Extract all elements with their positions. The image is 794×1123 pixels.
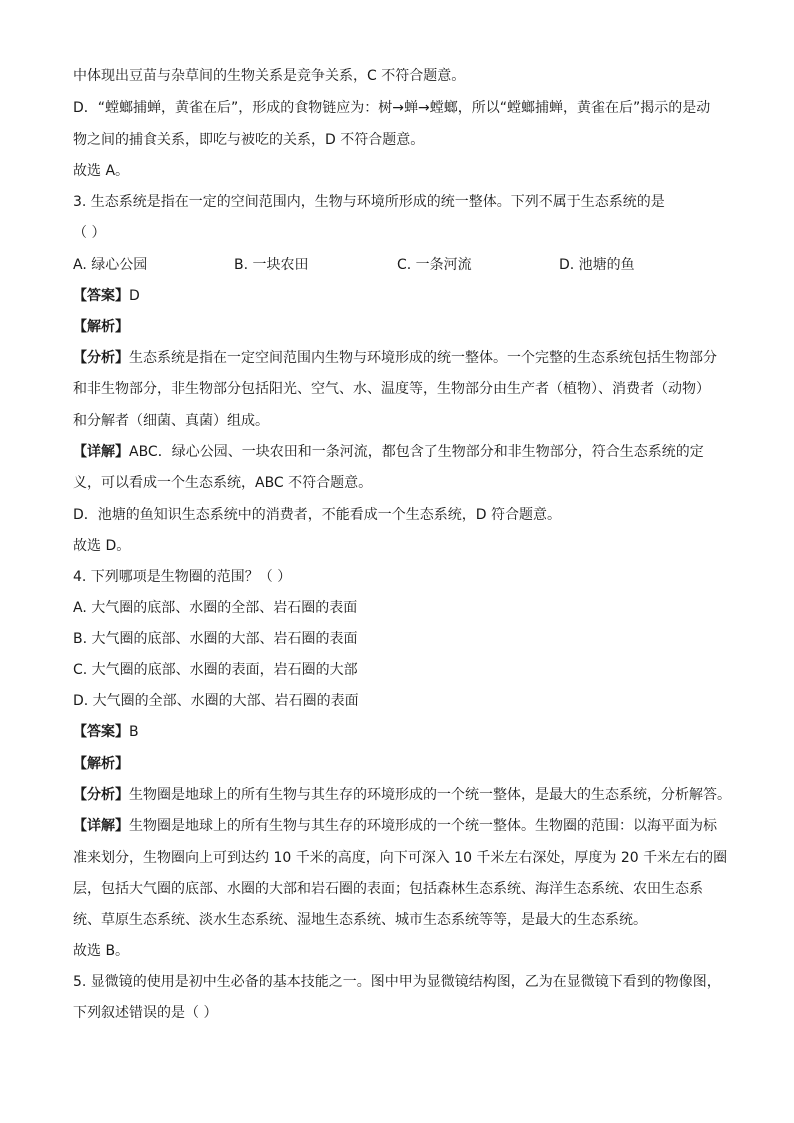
q4-xiangjie-line3: 层，包括大气圈的底部、水圈的大部和岩石圈的表面；包括森林生态系统、海洋生态系统、农田生态系	[73, 881, 703, 897]
q3-option-c: C. 一条河流	[397, 257, 472, 273]
q4-xiangjie-line4: 统、草原生态系统、淡水生态系统、湿地生态系统、城市生态系统等等，是最大的生态系统。	[73, 912, 647, 928]
q3-fenxi-line2: 和非生物部分，非生物部分包括阳光、空气、水、温度等，生物部分由生产者（植物）、消费者（动物）	[73, 381, 710, 397]
q4-xiangjie-line1: 【详解】生物圈是地球上的所有生物与其生存的环境形成的一个统一整体。生物圈的范围：以海平面为标	[73, 818, 717, 834]
answer-value: D	[129, 288, 140, 304]
q5-stem-line1: 5. 显微镜的使用是初中生必备的基本技能之一。图中甲为显微镜结构图，乙为在显微镜下看到的物像图，	[73, 974, 721, 990]
fenxi-label: 【分析】	[73, 350, 129, 366]
xiangjie-label: 【详解】	[73, 818, 129, 834]
q3-xiangjie-line3: D．池塘的鱼知识生态系统中的消费者，不能看成一个生态系统，D 符合题意。	[73, 507, 562, 523]
q2-option-d-explanation-line1: D．“螳螂捕蝉，黄雀在后”，形成的食物链应为：树→蝉→螳螂，所以“螳螂捕蝉，黄雀在后”揭示的是动	[73, 100, 711, 116]
q3-final-answer: 故选 D。	[73, 538, 131, 554]
q4-analysis-heading: 【解析】	[73, 756, 129, 772]
q2-final-answer: 故选 A。	[73, 163, 130, 179]
answer-value: B	[129, 724, 139, 740]
answer-label: 【答案】	[73, 724, 129, 740]
q4-stem: 4. 下列哪项是生物圈的范围？（ ）	[73, 569, 292, 585]
q3-stem-line1: 3. 生态系统是指在一定的空间范围内，生物与环境所形成的统一整体。下列不属于生态系统的是	[73, 194, 665, 210]
q3-answer	[73, 286, 140, 306]
answer-label: 【答案】	[73, 288, 129, 304]
q3-xiangjie-line1: 【详解】ABC．绿心公园、一块农田和一条河流，都包含了生物部分和非生物部分，符合生态系统的定	[73, 444, 704, 460]
q4-final-answer: 故选 B。	[73, 943, 130, 959]
q3-xiangjie-line2: 义，可以看成一个生态系统，ABC 不符合题意。	[73, 475, 373, 491]
q5-stem-line2: 下列叙述错误的是（ ）	[73, 1005, 218, 1021]
xiangjie-label: 【详解】	[73, 444, 129, 460]
q4-option-d: D. 大气圈的全部、水圈的大部、岩石圈的表面	[73, 693, 359, 709]
q4-fenxi: 【分析】生物圈是地球上的所有生物与其生存的环境形成的一个统一整体，是最大的生态系统，分析解答。	[73, 787, 731, 803]
q4-xiangjie-line2: 准来划分，生物圈向上可到达约 10 千米的高度，向下可深入 10 千米左右深处，厚度为 20 千米左右的圈	[73, 850, 728, 866]
q2-option-d-explanation-line2: 物之间的捕食关系，即吃与被吃的关系，D 不符合题意。	[73, 132, 425, 148]
q3-option-d: D. 池塘的鱼	[559, 257, 635, 273]
q4-answer	[73, 722, 139, 742]
q4-option-c: C. 大气圈的底部、水圈的表面，岩石圈的大部	[73, 662, 358, 678]
q3-fenxi-line1: 【分析】生态系统是指在一定空间范围内生物与环境形成的统一整体。一个完整的生态系统包括生物部分	[73, 350, 717, 366]
q3-option-a: A. 绿心公园	[73, 257, 148, 273]
q4-option-a: A. 大气圈的底部、水圈的全部、岩石圈的表面	[73, 600, 358, 616]
q3-stem-line2: （ ）	[73, 225, 106, 241]
q3-fenxi-line3: 和分解者（细菌、真菌）组成。	[73, 413, 269, 429]
q3-analysis-heading: 【解析】	[73, 319, 129, 335]
q3-option-b: B. 一块农田	[234, 257, 309, 273]
q4-option-b: B. 大气圈的底部、水圈的大部、岩石圈的表面	[73, 631, 358, 647]
q2-continuation: 中体现出豆苗与杂草间的生物关系是竞争关系，C 不符合题意。	[73, 68, 466, 84]
fenxi-label: 【分析】	[73, 787, 129, 803]
